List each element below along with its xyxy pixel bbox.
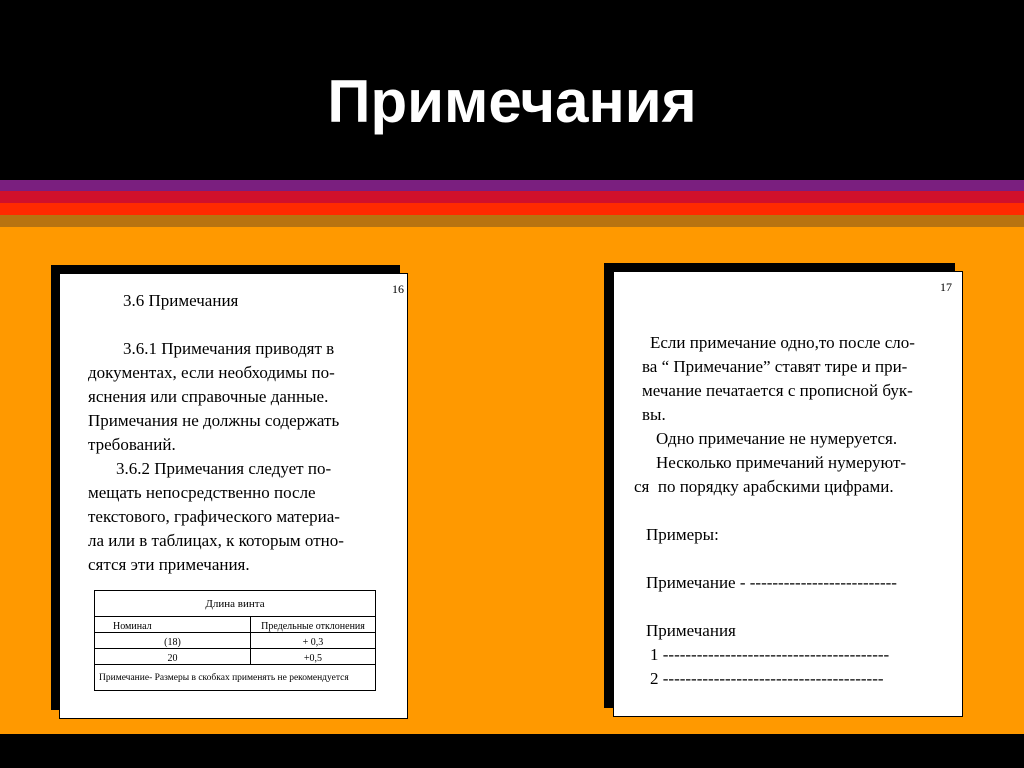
right-line-14: 2 ---------------------------------------	[650, 669, 884, 688]
right-line-0: Если примечание одно,то после сло-	[650, 333, 915, 352]
table-header-nominal: Номинал	[95, 617, 251, 633]
decorative-stripe-brown	[0, 215, 1024, 227]
bottom-bar	[0, 734, 1024, 768]
right-line-13: 1 ----------------------------------------	[650, 645, 890, 664]
table-cell: (18)	[95, 633, 251, 649]
right-line-4: Одно примечание не нумеруется.	[656, 429, 898, 448]
right-line-5: Несколько примечаний нумеруют-	[656, 453, 907, 472]
table-cell: +0,5	[251, 649, 376, 665]
left-line-10: ла или в таблицах, к которым отно-	[88, 531, 344, 550]
left-line-0: 3.6 Примечания	[123, 291, 239, 310]
left-line-5: Примечания не должны содержать	[88, 411, 340, 430]
table-title: Длина винта	[95, 591, 376, 617]
decorative-stripe-crimson	[0, 191, 1024, 203]
right-line-10: Примечание - --------------------------	[646, 573, 897, 592]
decorative-stripe-red	[0, 203, 1024, 215]
right-line-6: ся по порядку арабскими цифрами.	[634, 477, 894, 496]
screw-length-table	[94, 590, 376, 691]
right-line-2: мечание печатается с прописной бук-	[642, 381, 913, 400]
left-line-4: яснения или справочные данные.	[88, 387, 329, 406]
right-page-number: 17	[940, 280, 952, 294]
table-header-deviation: Предельные отклонения	[251, 617, 376, 633]
right-page	[613, 271, 963, 717]
decorative-stripe-purple	[0, 180, 1024, 191]
slide-title: Примечания	[327, 68, 697, 135]
table-note: Примечание- Размеры в скобках применять не рекомендуется	[95, 665, 376, 691]
left-line-3: документах, если необходимы по-	[88, 363, 335, 382]
table-cell: 20	[95, 649, 251, 665]
left-line-8: мещать непосредственно после	[88, 483, 316, 502]
left-page	[59, 273, 408, 719]
left-line-2: 3.6.1 Примечания приводят в	[123, 339, 335, 358]
left-line-11: сятся эти примечания.	[88, 555, 250, 574]
table-row	[95, 633, 376, 649]
right-line-3: вы.	[642, 405, 666, 424]
right-line-12: Примечания	[646, 621, 736, 640]
table-cell: + 0,3	[251, 633, 376, 649]
left-page-number: 16	[392, 282, 404, 296]
right-line-8: Примеры:	[646, 525, 719, 544]
right-line-1: ва “ Примечание” ставят тире и при-	[642, 357, 908, 376]
left-line-9: текстового, графического материа-	[88, 507, 340, 526]
table-row	[95, 649, 376, 665]
left-line-6: требований.	[88, 435, 176, 454]
left-line-7: 3.6.2 Примечания следует по-	[116, 459, 332, 478]
